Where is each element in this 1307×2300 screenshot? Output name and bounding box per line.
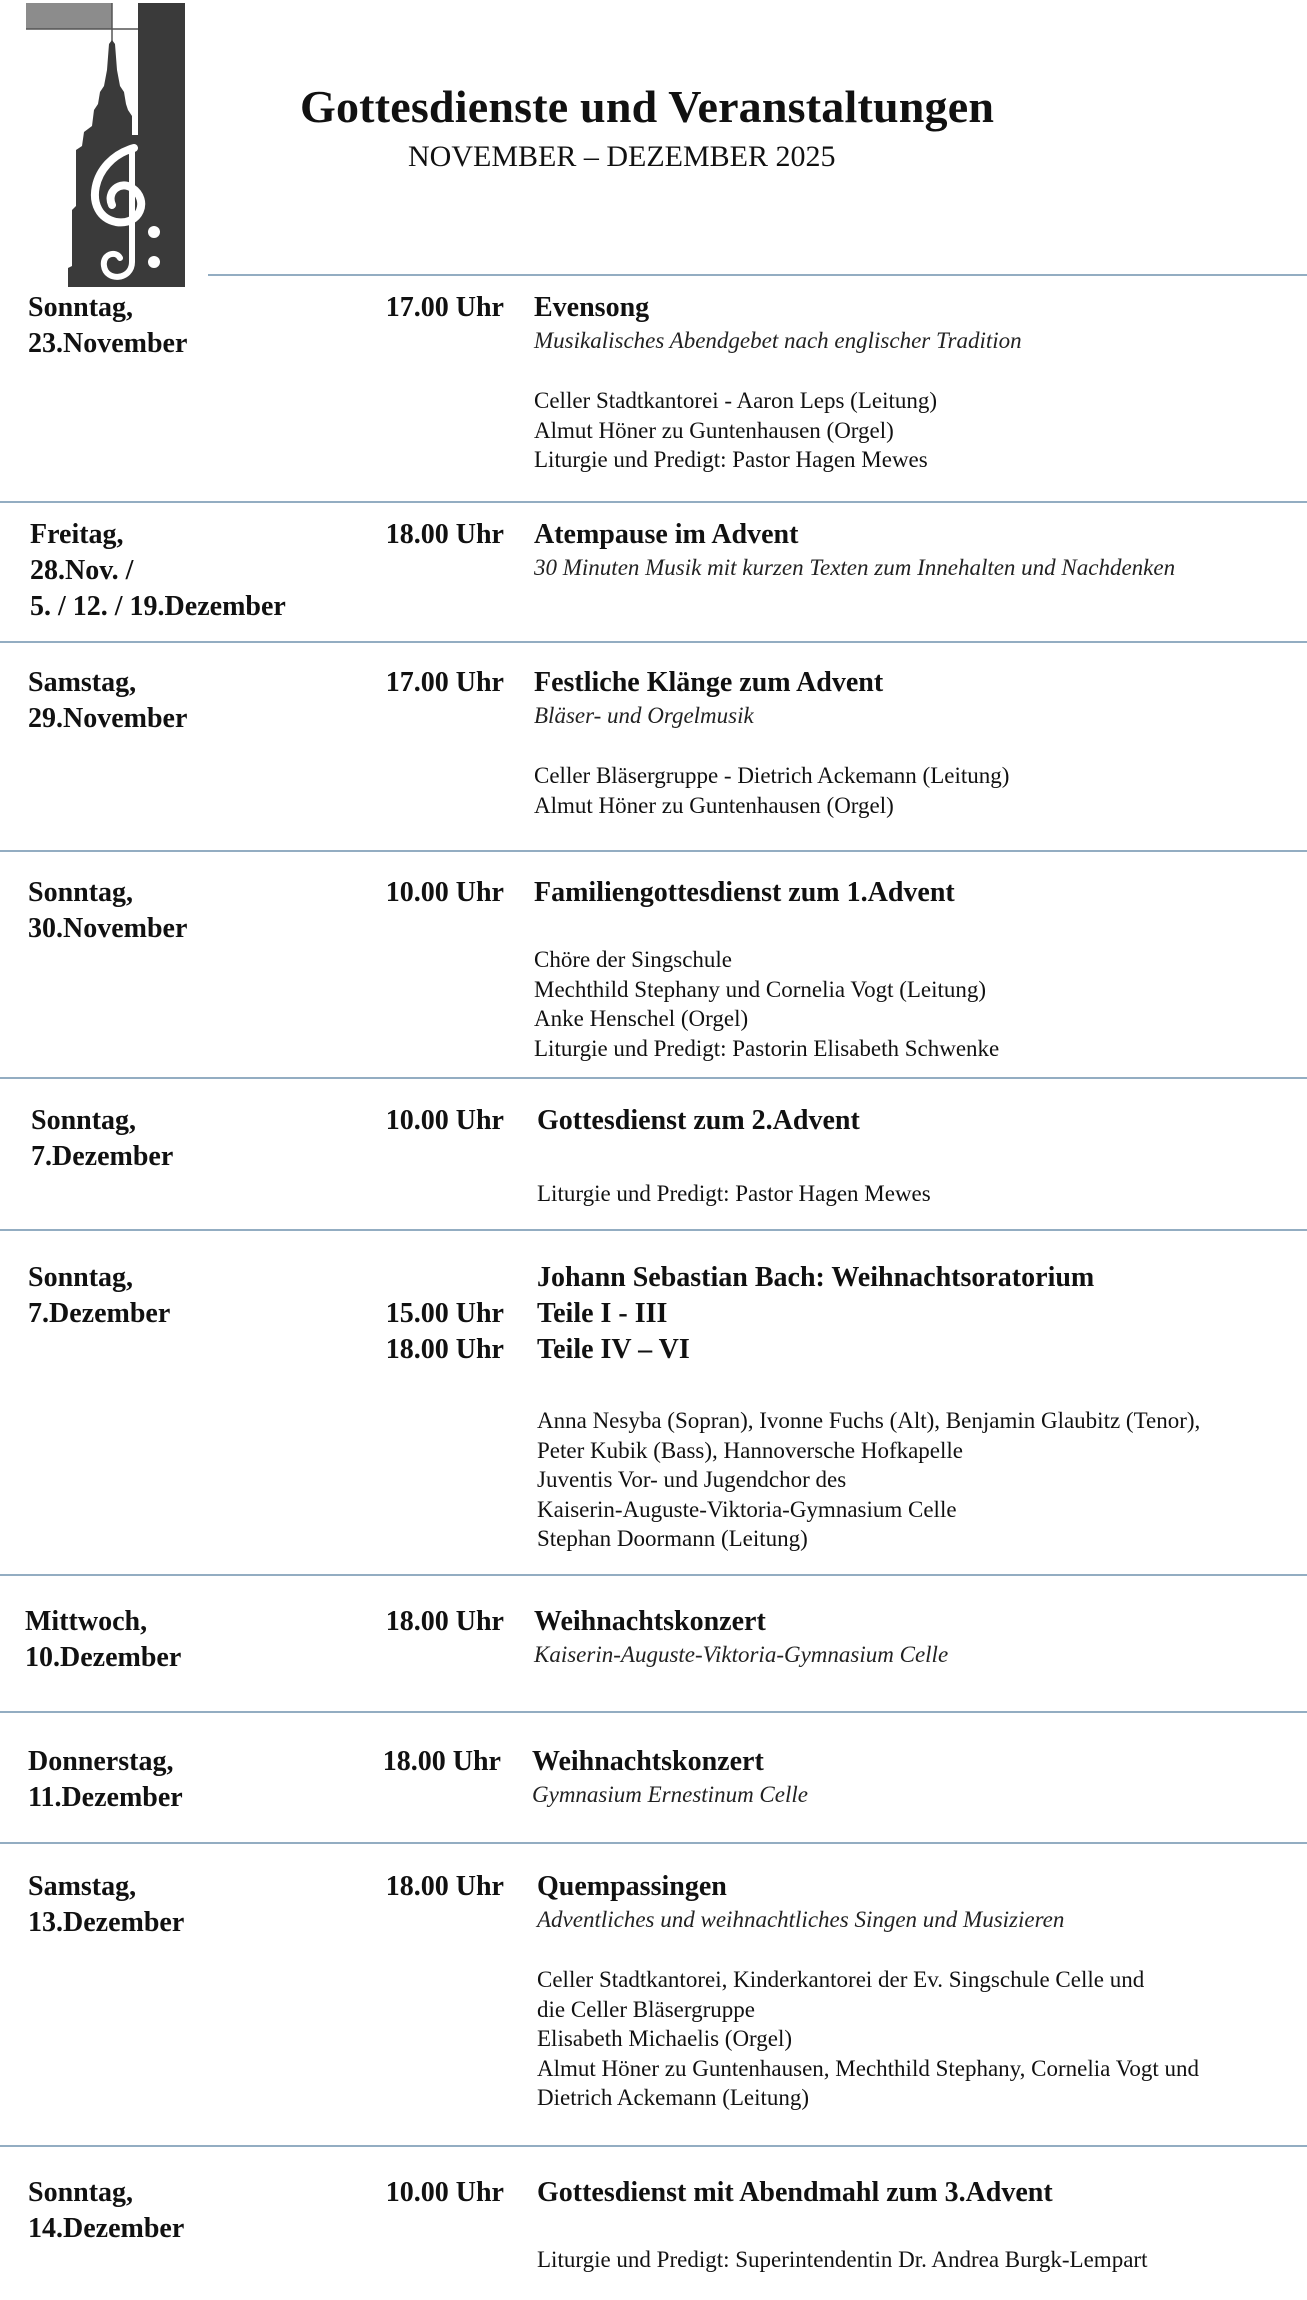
event-content	[537, 1869, 1199, 2113]
page-title: Gottesdienste und Veranstaltungen	[300, 81, 995, 132]
event-divider	[0, 501, 1307, 503]
event-content	[532, 1744, 808, 1810]
event-date-extra: 5. / 12. / 19.Dezember	[30, 591, 286, 622]
event-title: Evensong	[534, 292, 650, 323]
event-date	[28, 290, 187, 362]
event-detail: Stephan Doormann (Leitung)	[537, 1526, 808, 1551]
event-date	[28, 665, 187, 737]
event-title: Gottesdienst mit Abendmahl zum 3.Advent	[537, 2177, 1053, 2208]
event-subtitle: Adventliches und weihnachtliches Singen und Musizieren	[537, 1907, 1065, 1932]
event-day: Samstag,	[28, 1871, 137, 1902]
event-date-value: 29.November	[28, 703, 188, 734]
event-time: 17.00 Uhr	[385, 667, 504, 698]
event-date-value: 7.Dezember	[28, 1298, 171, 1329]
event-date	[30, 517, 286, 625]
event-content	[534, 290, 1022, 475]
event-date	[28, 1744, 183, 1816]
event-day: Freitag,	[30, 519, 124, 550]
event-day: Sonntag,	[28, 1262, 134, 1293]
event-detail: Liturgie und Predigt: Pastor Hagen Mewes	[534, 447, 928, 472]
event-detail: Anna Nesyba (Sopran), Ivonne Fuchs (Alt), Benjamin Glaubitz (Tenor),	[537, 1408, 1201, 1433]
event-subtitle: Bläser- und Orgelmusik	[534, 703, 754, 728]
event-detail: Celler Bläsergruppe - Dietrich Ackemann (Leitung)	[534, 763, 1010, 788]
event-times	[386, 1296, 504, 1368]
event-content	[534, 875, 999, 1063]
event-divider	[0, 1229, 1307, 1231]
event-detail: Almut Höner zu Guntenhausen (Orgel)	[534, 792, 894, 818]
event-title: Weihnachtskonzert	[534, 1606, 766, 1637]
event-title: Weihnachtskonzert	[532, 1746, 764, 1777]
event-date	[28, 1260, 170, 1332]
event-date	[28, 875, 187, 947]
event-day: Sonntag,	[28, 2177, 134, 2208]
event-content	[537, 1260, 1200, 1554]
event-date	[31, 1103, 173, 1175]
page-subtitle: NOVEMBER – DEZEMBER 2025	[408, 140, 836, 173]
event-date-value: 11.Dezember	[28, 1782, 183, 1813]
event-date	[28, 1869, 184, 1941]
event-detail: Kaiserin-Auguste-Viktoria-Gymnasium Celle	[537, 1496, 957, 1522]
event-content	[537, 2175, 1147, 2275]
event-subtitle: 30 Minuten Musik mit kurzen Texten zum Innehalten und Nachdenken	[534, 555, 1176, 580]
event-detail: Celler Stadtkantorei - Aaron Leps (Leitung)	[534, 388, 938, 413]
event-detail: Liturgie und Predigt: Superintendentin Dr. Andrea Burgk-Lempart	[537, 2247, 1148, 2272]
header-divider	[208, 274, 1307, 276]
event-day: Mittwoch,	[25, 1606, 148, 1637]
event-time: 17.00 Uhr	[385, 292, 504, 323]
event-subtitle: Gymnasium Ernestinum Celle	[532, 1782, 808, 1807]
event-divider	[0, 1711, 1307, 1713]
event-title: Familiengottesdienst zum 1.Advent	[534, 877, 955, 908]
event-divider	[0, 2145, 1307, 2147]
event-day: Sonntag,	[31, 1105, 137, 1136]
event-detail: die Celler Bläsergruppe	[537, 1996, 756, 2022]
event-time: 18.00 Uhr	[385, 1606, 504, 1637]
event-date-value: 28.Nov. /	[30, 555, 134, 586]
event-time: 15.00 Uhr	[385, 1298, 504, 1329]
event-date	[25, 1604, 181, 1676]
event-time: 18.00 Uhr	[385, 1871, 504, 1902]
event-divider	[0, 850, 1307, 852]
event-detail: Celler Stadtkantorei, Kinderkantorei der Ev. Singschule Celle und	[537, 1967, 1145, 1992]
event-day: Sonntag,	[28, 877, 134, 908]
event-content	[534, 665, 1009, 820]
event-title: Gottesdienst zum 2.Advent	[537, 1105, 860, 1136]
event-detail: Anke Henschel (Orgel)	[534, 1006, 749, 1031]
event-title: Festliche Klänge zum Advent	[534, 667, 884, 698]
event-day: Sonntag,	[28, 292, 134, 323]
event-detail: Peter Kubik (Bass), Hannoversche Hofkapelle	[537, 1437, 964, 1463]
event-date-value: 10.Dezember	[25, 1642, 182, 1673]
event-detail: Elisabeth Michaelis (Orgel)	[537, 2026, 793, 2051]
event-content	[534, 1604, 948, 1670]
event-detail: Juventis Vor- und Jugendchor des	[537, 1467, 847, 1492]
event-title: Quempassingen	[537, 1871, 727, 1902]
event-content	[537, 1103, 931, 1209]
event-detail: Liturgie und Predigt: Pastor Hagen Mewes	[537, 1181, 931, 1206]
event-divider	[0, 1077, 1307, 1079]
event-time: 18.00 Uhr	[382, 1746, 501, 1777]
event-date-value: 23.November	[28, 328, 188, 359]
event-day: Samstag,	[28, 667, 137, 698]
event-detail: Liturgie und Predigt: Pastorin Elisabeth Schwenke	[534, 1035, 1000, 1061]
event-title: Atempause im Advent	[534, 519, 799, 550]
event-subtitle: Kaiserin-Auguste-Viktoria-Gymnasium Celle	[534, 1642, 949, 1667]
church-logo	[20, 0, 190, 290]
event-date	[28, 2175, 184, 2247]
event-day: Donnerstag,	[28, 1746, 174, 1777]
event-detail: Chöre der Singschule	[534, 947, 733, 972]
event-detail: Almut Höner zu Guntenhausen, Mechthild Stephany, Cornelia Vogt und	[537, 2055, 1200, 2081]
event-time: 10.00 Uhr	[385, 2177, 504, 2208]
event-date-value: 14.Dezember	[28, 2213, 185, 2244]
event-time: 10.00 Uhr	[385, 1105, 504, 1136]
event-time: 18.00 Uhr	[385, 1334, 504, 1365]
event-divider	[0, 1574, 1307, 1576]
event-part: Teile IV – VI	[537, 1334, 690, 1365]
event-time: 18.00 Uhr	[385, 519, 504, 550]
event-subtitle: Musikalisches Abendgebet nach englischer Tradition	[534, 328, 1022, 353]
event-content	[534, 517, 1175, 583]
event-detail: Almut Höner zu Guntenhausen (Orgel)	[534, 417, 894, 443]
event-detail: Mechthild Stephany und Cornelia Vogt (Leitung)	[534, 976, 987, 1002]
event-detail: Dietrich Ackemann (Leitung)	[537, 2085, 810, 2110]
church-tower-treble-clef-icon	[20, 0, 190, 290]
event-title: Johann Sebastian Bach: Weihnachtsoratorium	[537, 1262, 1095, 1293]
event-date-value: 30.November	[28, 913, 188, 944]
event-date-value: 7.Dezember	[31, 1141, 174, 1172]
event-date-value: 13.Dezember	[28, 1907, 185, 1938]
event-time: 10.00 Uhr	[385, 877, 504, 908]
event-part: Teile I - III	[537, 1298, 668, 1329]
event-divider	[0, 641, 1307, 643]
event-divider	[0, 1842, 1307, 1844]
